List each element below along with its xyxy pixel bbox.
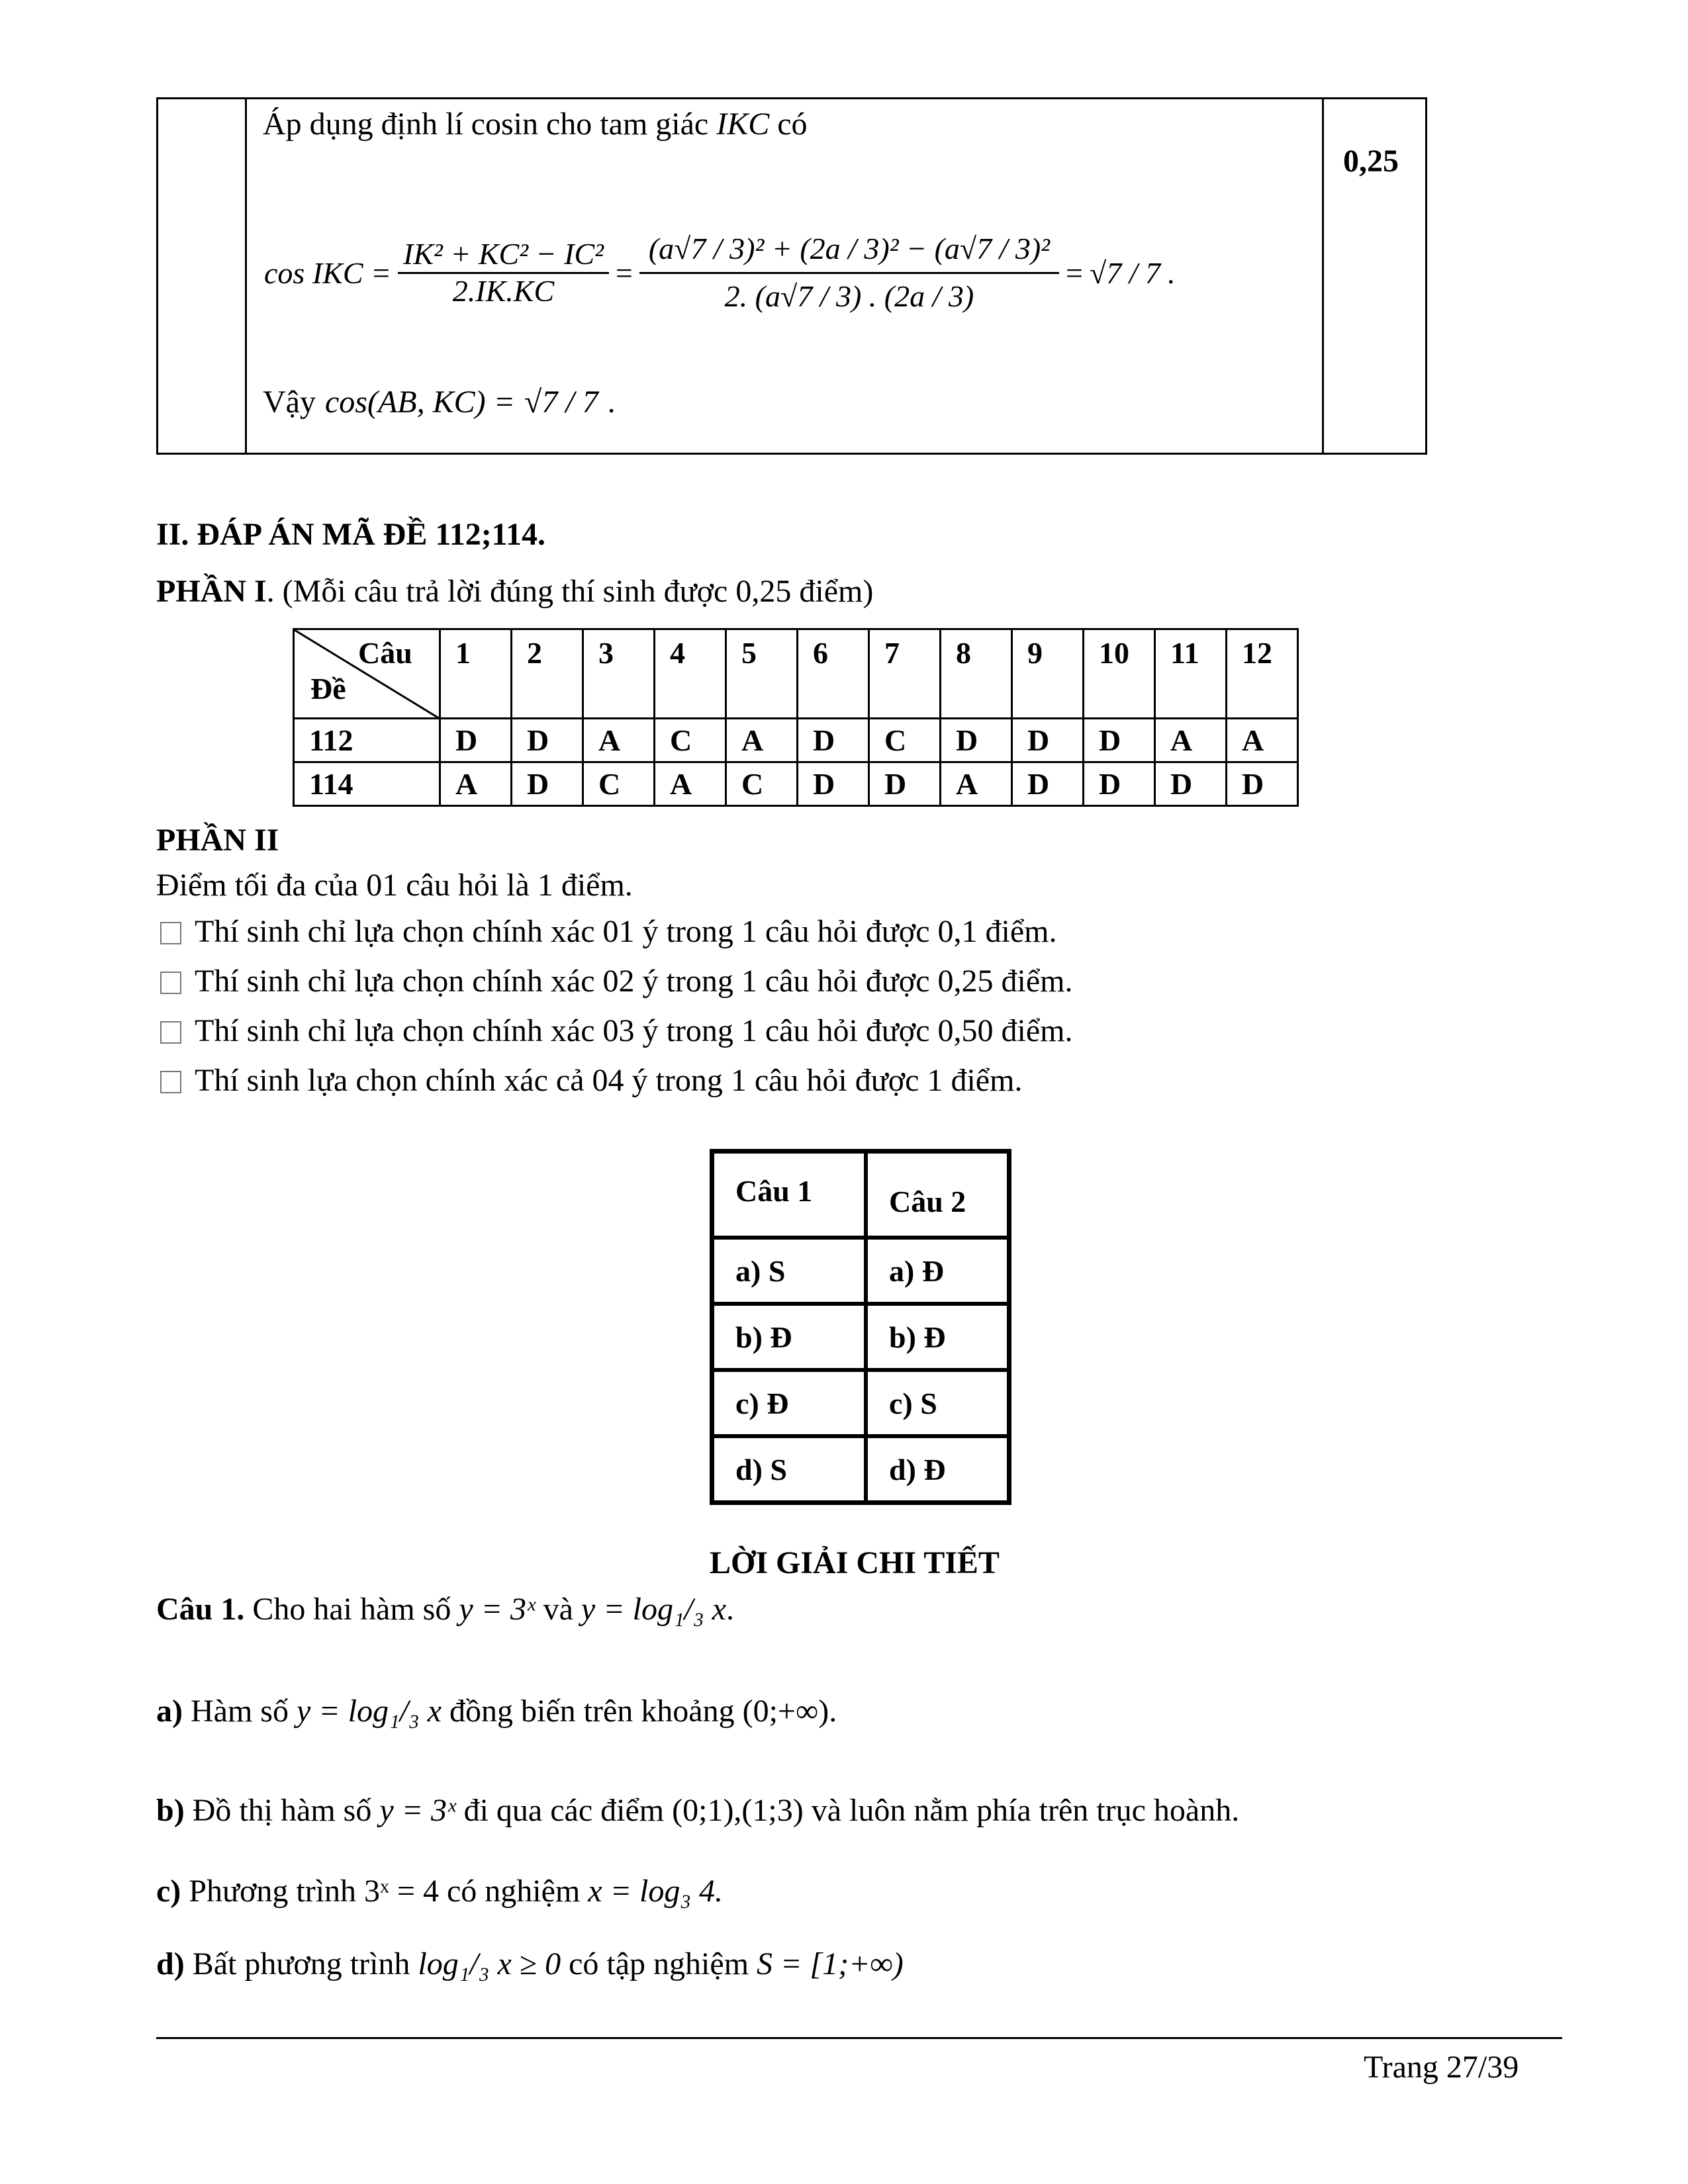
checkbox-icon: [160, 972, 181, 994]
table-divider: [245, 99, 247, 453]
answer-cell: D: [1012, 762, 1084, 806]
question-number: 12: [1227, 629, 1298, 719]
scoring-bullet: Thí sinh lựa chọn chính xác cả 04 ý trong 1 câu hỏi được 1 điểm.: [160, 1062, 1022, 1099]
max-score-text: Điểm tối đa của 01 câu hỏi là 1 điểm.: [156, 868, 633, 903]
checkbox-icon: [160, 1071, 181, 1093]
conclusion-result: √7 / 7: [524, 385, 598, 420]
question-number: 3: [583, 629, 655, 719]
answer-cell: D: [798, 719, 869, 762]
answer-cell: A: [726, 719, 798, 762]
answer-cell: C: [583, 762, 655, 806]
answer-table-part2: [710, 1149, 1011, 1505]
table-row: [712, 1370, 1009, 1436]
table-corner-cell: Câu Đề: [294, 629, 440, 719]
table-row: [712, 1436, 1009, 1502]
answer-cell: c) S: [866, 1370, 1009, 1436]
answer-cell: D: [440, 719, 512, 762]
question-number: 4: [655, 629, 726, 719]
answer-cell: A: [1155, 719, 1227, 762]
question-number: 8: [941, 629, 1012, 719]
answer-cell: d) Đ: [866, 1436, 1009, 1502]
answer-cell: A: [941, 762, 1012, 806]
question-1-stem: Câu 1. Cho hai hàm số y = 3ˣ và y = log₁/₃ x.: [156, 1592, 734, 1627]
question-number: 5: [726, 629, 798, 719]
cosine-rule-line: Áp dụng định lí cosin cho tam giác IKC có: [263, 107, 808, 142]
fraction-substituted: $\frac{\text{(a√7 / 3)² + (2a / 3)² − (a√7 / 3)²}}{2. (a√7 / 3) . (2a / 3)}$: [639, 232, 1059, 314]
answer-cell: c) Đ: [712, 1370, 866, 1436]
solution-table-continued: [156, 97, 1427, 455]
cosine-formula: cos IKC = $\frac{\text{IK² + KC² − IC²}}{2.IK.KC}$ = $\frac{\text{(a√7 / 3)² + (2a / 3)² − (a√7 / 3)²}}{2. (a√7 / 3) . (2a / 3)}$ = √7 / 7 .: [264, 232, 1175, 313]
answer-cell: C: [655, 719, 726, 762]
exam-code: 112: [294, 719, 440, 762]
question-number: 10: [1084, 629, 1155, 719]
table-row: [294, 762, 1298, 806]
answer-cell: D: [1084, 762, 1155, 806]
column-header: Câu 1: [712, 1152, 866, 1238]
part1-title: PHẦN I. (Mỗi câu trả lời đúng thí sinh được 0,25 điểm): [156, 574, 874, 609]
table-row: [712, 1238, 1009, 1304]
scoring-bullet: Thí sinh chỉ lựa chọn chính xác 03 ý trong 1 câu hỏi được 0,50 điểm.: [160, 1013, 1072, 1049]
answer-cell: D: [512, 719, 583, 762]
conclusion-line: Vậy cos(AB, KC) = √7 / 7 .: [263, 385, 616, 420]
answer-table-part1: [293, 628, 1299, 807]
statement-d: d) Bất phương trình log₁/₃ x ≥ 0 có tập nghiệm S = [1;+∞): [156, 1946, 904, 1981]
question-number: 11: [1155, 629, 1227, 719]
checkbox-icon: [160, 922, 181, 944]
scoring-bullet: Thí sinh chỉ lựa chọn chính xác 01 ý trong 1 câu hỏi được 0,1 điểm.: [160, 913, 1056, 950]
solution-title: LỜI GIẢI CHI TIẾT: [710, 1545, 1000, 1580]
cosine-result: √7 / 7: [1089, 255, 1161, 290]
answer-cell: D: [1084, 719, 1155, 762]
page-number: Trang 27/39: [1364, 2050, 1519, 2085]
table-row: [712, 1304, 1009, 1370]
fraction-ik-kc: $\frac{\text{IK² + KC² − IC²}}{2.IK.KC}$: [398, 237, 609, 309]
answer-cell: d) S: [712, 1436, 866, 1502]
statement-b: b) Đồ thị hàm số y = 3ˣ đi qua các điểm (0;1),(1;3) và luôn nằm phía trên trục hoành.: [156, 1793, 1240, 1828]
checkbox-icon: [160, 1021, 181, 1044]
score-cell: 0,25: [1343, 144, 1399, 179]
answer-cell: D: [869, 762, 941, 806]
question-number: 1: [440, 629, 512, 719]
answer-cell: D: [1012, 719, 1084, 762]
answer-cell: D: [941, 719, 1012, 762]
answer-cell: A: [655, 762, 726, 806]
answer-cell: b) Đ: [866, 1304, 1009, 1370]
answer-cell: D: [1155, 762, 1227, 806]
section-title: II. ĐÁP ÁN MÃ ĐỀ 112;114.: [156, 517, 546, 552]
question-number: 2: [512, 629, 583, 719]
answer-cell: C: [726, 762, 798, 806]
scoring-bullet: Thí sinh chỉ lựa chọn chính xác 02 ý trong 1 câu hỏi được 0,25 điểm.: [160, 963, 1072, 999]
table-row: [294, 719, 1298, 762]
answer-cell: A: [583, 719, 655, 762]
footer-rule: [156, 2037, 1562, 2039]
column-header: Câu 2: [866, 1152, 1009, 1238]
table-header-row: [712, 1152, 1009, 1238]
question-number: 7: [869, 629, 941, 719]
answer-cell: C: [869, 719, 941, 762]
exam-code: 114: [294, 762, 440, 806]
answer-cell: D: [798, 762, 869, 806]
question-number: 9: [1012, 629, 1084, 719]
answer-cell: a) S: [712, 1238, 866, 1304]
answer-cell: D: [1227, 762, 1298, 806]
answer-cell: A: [440, 762, 512, 806]
question-number: 6: [798, 629, 869, 719]
statement-c: c) Phương trình 3ˣ = 4 có nghiệm x = log₃ 4.: [156, 1874, 723, 1909]
answer-cell: a) Đ: [866, 1238, 1009, 1304]
table-divider: [1322, 99, 1324, 453]
statement-a: a) Hàm số y = log₁/₃ x đồng biến trên khoảng (0;+∞).: [156, 1694, 837, 1729]
part2-title: PHẦN II: [156, 823, 279, 858]
answer-cell: D: [512, 762, 583, 806]
answer-cell: b) Đ: [712, 1304, 866, 1370]
answer-cell: A: [1227, 719, 1298, 762]
